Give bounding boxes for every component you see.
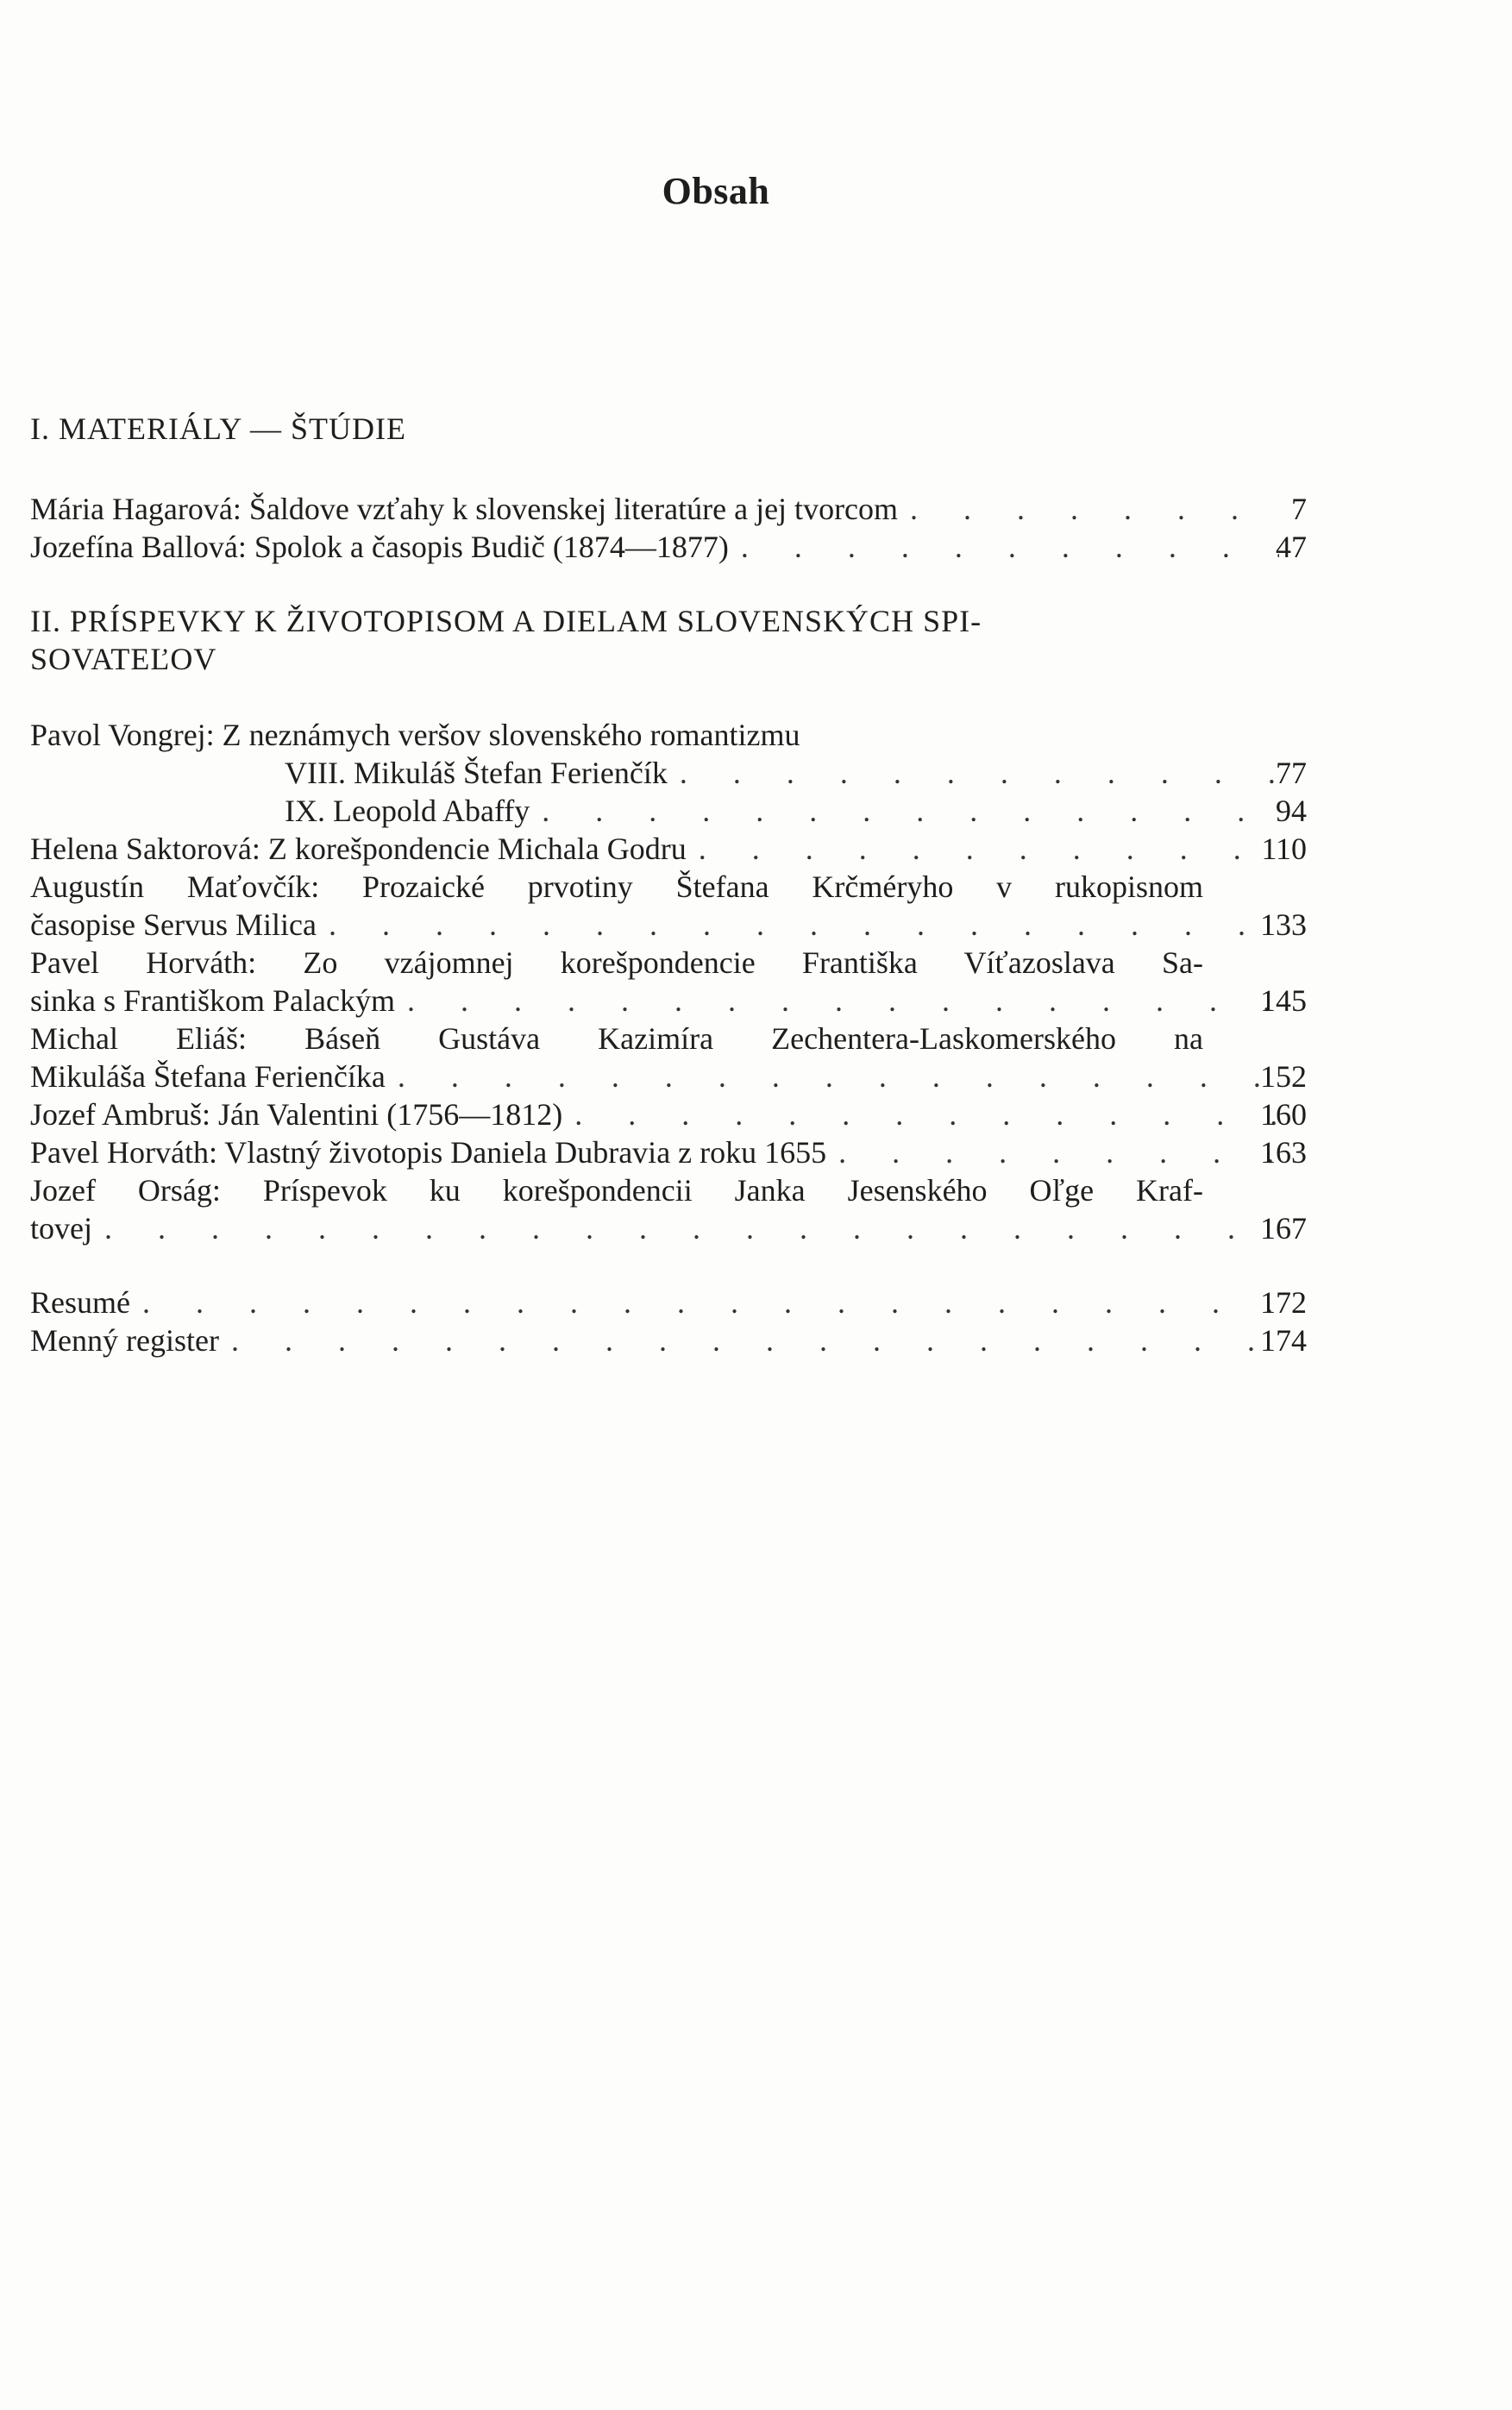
entry-page: 160	[1260, 1097, 1307, 1132]
toc-entry	[30, 1058, 1307, 1095]
leader-dots	[395, 982, 1279, 1020]
entry-text: IX. Leopold Abaffy	[285, 794, 530, 828]
entry-text: Pavol Vongrej: Z neznámych veršov slovenského romantizmu	[30, 718, 800, 752]
entry-text: sinka s Františkom Palackým	[30, 983, 395, 1018]
toc-entry	[30, 528, 1307, 566]
entry-page: 172	[1260, 1285, 1307, 1320]
entry-text: Pavel Horváth: Zo vzájomnej korešpondencie Františka Víťazoslava Sa-	[30, 945, 1203, 980]
toc-entry	[30, 792, 1307, 830]
toc-entry	[30, 1283, 1307, 1321]
leader-dots	[668, 754, 1279, 792]
entry-text: Pavel Horváth: Vlastný životopis Daniela Dubravia z roku 1655	[30, 1135, 827, 1170]
entry-text: Jozefína Ballová: Spolok a časopis Budič (1874—1877)	[30, 530, 729, 564]
entry-text: časopise Servus Milica	[30, 907, 317, 942]
entry-page: 152	[1260, 1059, 1307, 1094]
entry-text: Jozef Ambruš: Ján Valentini (1756—1812)	[30, 1097, 563, 1132]
leader-dots	[92, 1209, 1279, 1247]
entry-text: Helena Saktorová: Z korešpondencie Michala Godru	[30, 832, 687, 866]
entry-text: Mikuláša Štefana Ferienčíka	[30, 1059, 386, 1094]
toc-entry	[30, 906, 1307, 944]
entry-page: 47	[1276, 530, 1307, 564]
toc-entry	[30, 1095, 1307, 1133]
leader-dots	[317, 906, 1279, 944]
section-heading-1	[30, 410, 1315, 448]
toc-entry	[30, 830, 1307, 868]
entry-text: Mária Hagarová: Šaldove vzťahy k slovenskej literatúre a jej tvorcom	[30, 492, 899, 526]
leader-dots	[687, 830, 1279, 868]
entry-text: Resumé	[30, 1285, 130, 1320]
leader-dots	[898, 490, 1279, 528]
entry-page: 163	[1260, 1135, 1307, 1170]
toc-entry	[30, 1020, 1298, 1058]
toc-entry	[30, 1321, 1307, 1359]
section-heading-text: I. MATERIÁLY — ŠTÚDIE	[30, 411, 407, 446]
toc-entry	[30, 716, 1298, 754]
toc-entry	[30, 1209, 1307, 1247]
entry-page: 133	[1260, 907, 1307, 942]
leader-dots	[386, 1058, 1279, 1095]
leader-dots	[530, 792, 1279, 830]
leader-dots	[130, 1283, 1279, 1321]
toc-entry	[30, 754, 1307, 792]
entry-page: 94	[1276, 794, 1307, 828]
leader-dots	[826, 1133, 1279, 1171]
entry-page: 174	[1260, 1323, 1307, 1358]
toc-entry	[30, 982, 1307, 1020]
entry-page: 77	[1276, 756, 1307, 790]
page-title: Obsah	[662, 170, 770, 212]
section-heading-2	[30, 602, 1315, 678]
leader-dots	[219, 1321, 1279, 1359]
entry-text: Augustín Maťovčík: Prozaické prvotiny Štefana Krčméryho v rukopisnom	[30, 869, 1203, 904]
leader-dots	[562, 1095, 1279, 1133]
entry-text: Jozef Orság: Príspevok ku korešpondencii Janka Jesenského Oľge Kraf-	[30, 1173, 1203, 1208]
entry-text: Michal Eliáš: Báseň Gustáva Kazimíra Zechentera-Laskomerského na	[30, 1021, 1203, 1056]
toc-entry	[30, 1171, 1298, 1209]
entry-text: VIII. Mikuláš Štefan Ferienčík	[285, 756, 668, 790]
toc-entry	[30, 1133, 1307, 1171]
entry-page: 145	[1260, 983, 1307, 1018]
entry-text: Menný register	[30, 1323, 219, 1358]
section-heading-text: SOVATEĽOV	[30, 642, 217, 676]
entry-page: 7	[1291, 492, 1307, 526]
entry-page: 110	[1261, 832, 1307, 866]
entry-page: 167	[1260, 1211, 1307, 1246]
toc-entry	[30, 490, 1307, 528]
section-heading-text: II. PRÍSPEVKY K ŽIVOTOPISOM A DIELAM SLOVENSKÝCH SPI-	[30, 604, 982, 638]
toc-entry	[30, 944, 1298, 982]
leader-dots	[729, 528, 1279, 566]
toc-entry	[30, 868, 1298, 906]
entry-text: tovej	[30, 1211, 92, 1246]
